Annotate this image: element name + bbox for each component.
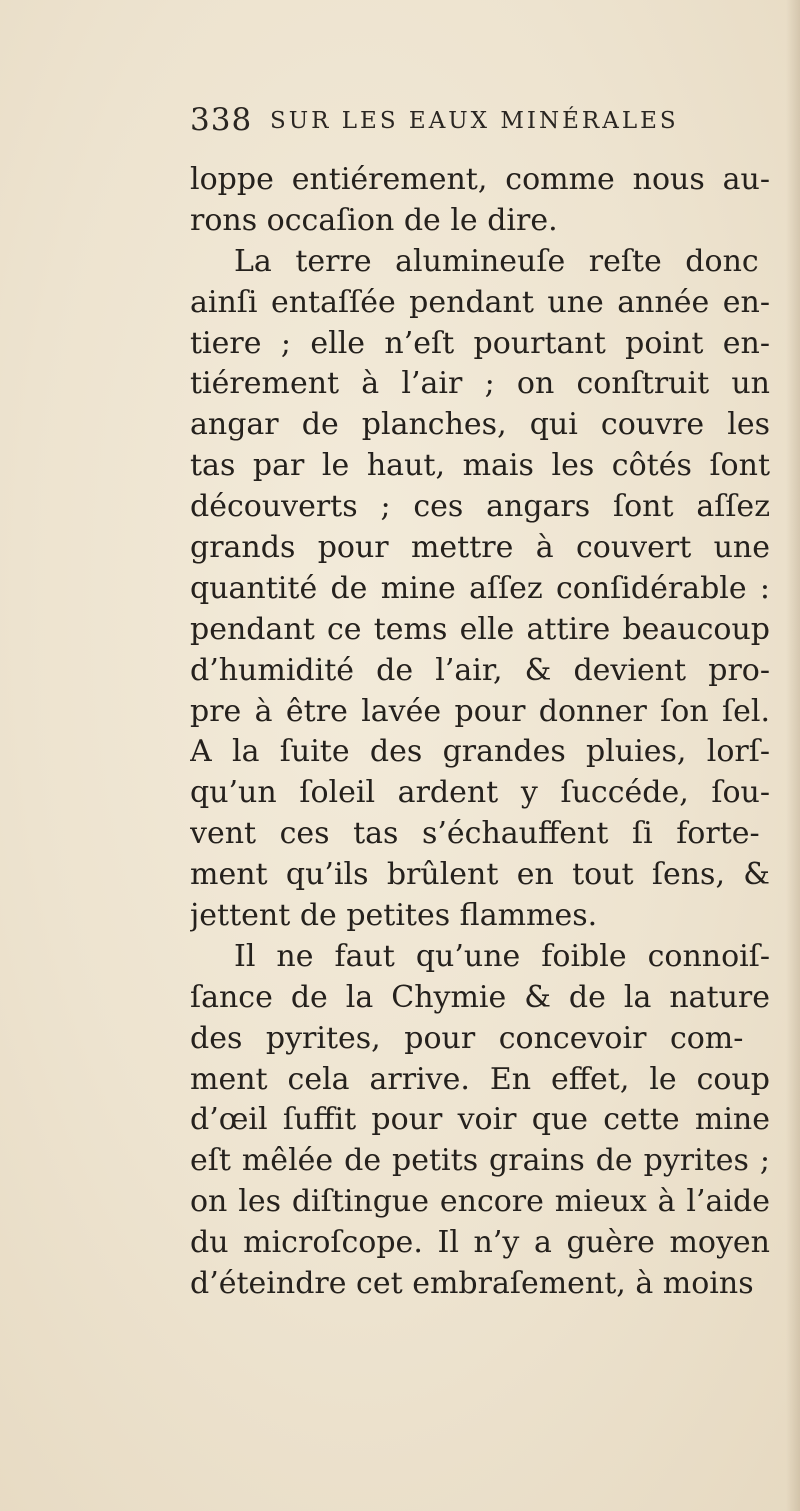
text-line: Il ne faut qu’une foible connoiſ- xyxy=(234,938,770,974)
text-line: La terre alumineuſe reſte donc xyxy=(234,243,759,279)
text-line: ainſi entaſſée pendant une année en- xyxy=(190,284,770,320)
text-line: vent ces tas s’échauffent ſi forte- xyxy=(190,816,760,852)
text-line: qu’un ſoleil ardent y ſuccéde, ſou- xyxy=(190,775,770,811)
text-line: ſance de la Chymie & de la nature xyxy=(190,979,770,1015)
text-line: découverts ; ces angars ſont aſſez xyxy=(190,489,770,525)
page-header xyxy=(190,100,750,144)
page-number: 338 xyxy=(190,102,253,138)
text-line: tiérement à l’air ; on conſtruit un xyxy=(190,366,770,402)
text-line: grands pour mettre à couvert une xyxy=(190,530,770,566)
text-line: tiere ; elle n’eſt pourtant point en- xyxy=(190,325,770,361)
text-line: A la ſuite des grandes pluies, lorſ- xyxy=(190,734,770,770)
text-line: pre à être lavée pour donner ſon ſel. xyxy=(190,693,770,729)
text-line: eſt mêlée de petits grains de pyrites ; xyxy=(190,1143,770,1179)
text-line: quantité de mine aſſez conſidérable : xyxy=(190,570,770,606)
text-line: d’œil ſuffit pour voir que cette mine xyxy=(190,1102,770,1138)
text-line: loppe entiérement, comme nous au- xyxy=(190,162,770,197)
text-line: on les diſtingue encore mieux à l’aide xyxy=(190,1184,770,1220)
text-line: d’éteindre cet embraſement, à moins xyxy=(190,1266,754,1302)
text-line: tas par le haut, mais les côtés ſont xyxy=(190,448,770,484)
text-line: du microſcope. Il n’y a guère moyen xyxy=(190,1225,770,1261)
text-line: pendant ce tems elle attire beaucoup xyxy=(190,611,770,647)
text-line: ment cela arrive. En effet, le coup xyxy=(190,1061,770,1097)
page-edge-shadow xyxy=(786,0,800,1511)
text-line: rons occaſion de le dire. xyxy=(190,202,558,238)
text-line: ment qu’ils brûlent en tout ſens, & xyxy=(190,857,770,893)
running-title: SUR LES EAUX MINÉRALES xyxy=(270,108,679,134)
text-line: angar de planches, qui couvre les xyxy=(190,407,770,443)
text-line: jettent de petites flammes. xyxy=(190,898,598,934)
text-line: d’humidité de l’air, & devient pro- xyxy=(190,652,770,688)
text-line: des pyrites, pour concevoir com- xyxy=(190,1020,744,1056)
body-text xyxy=(190,160,770,1305)
